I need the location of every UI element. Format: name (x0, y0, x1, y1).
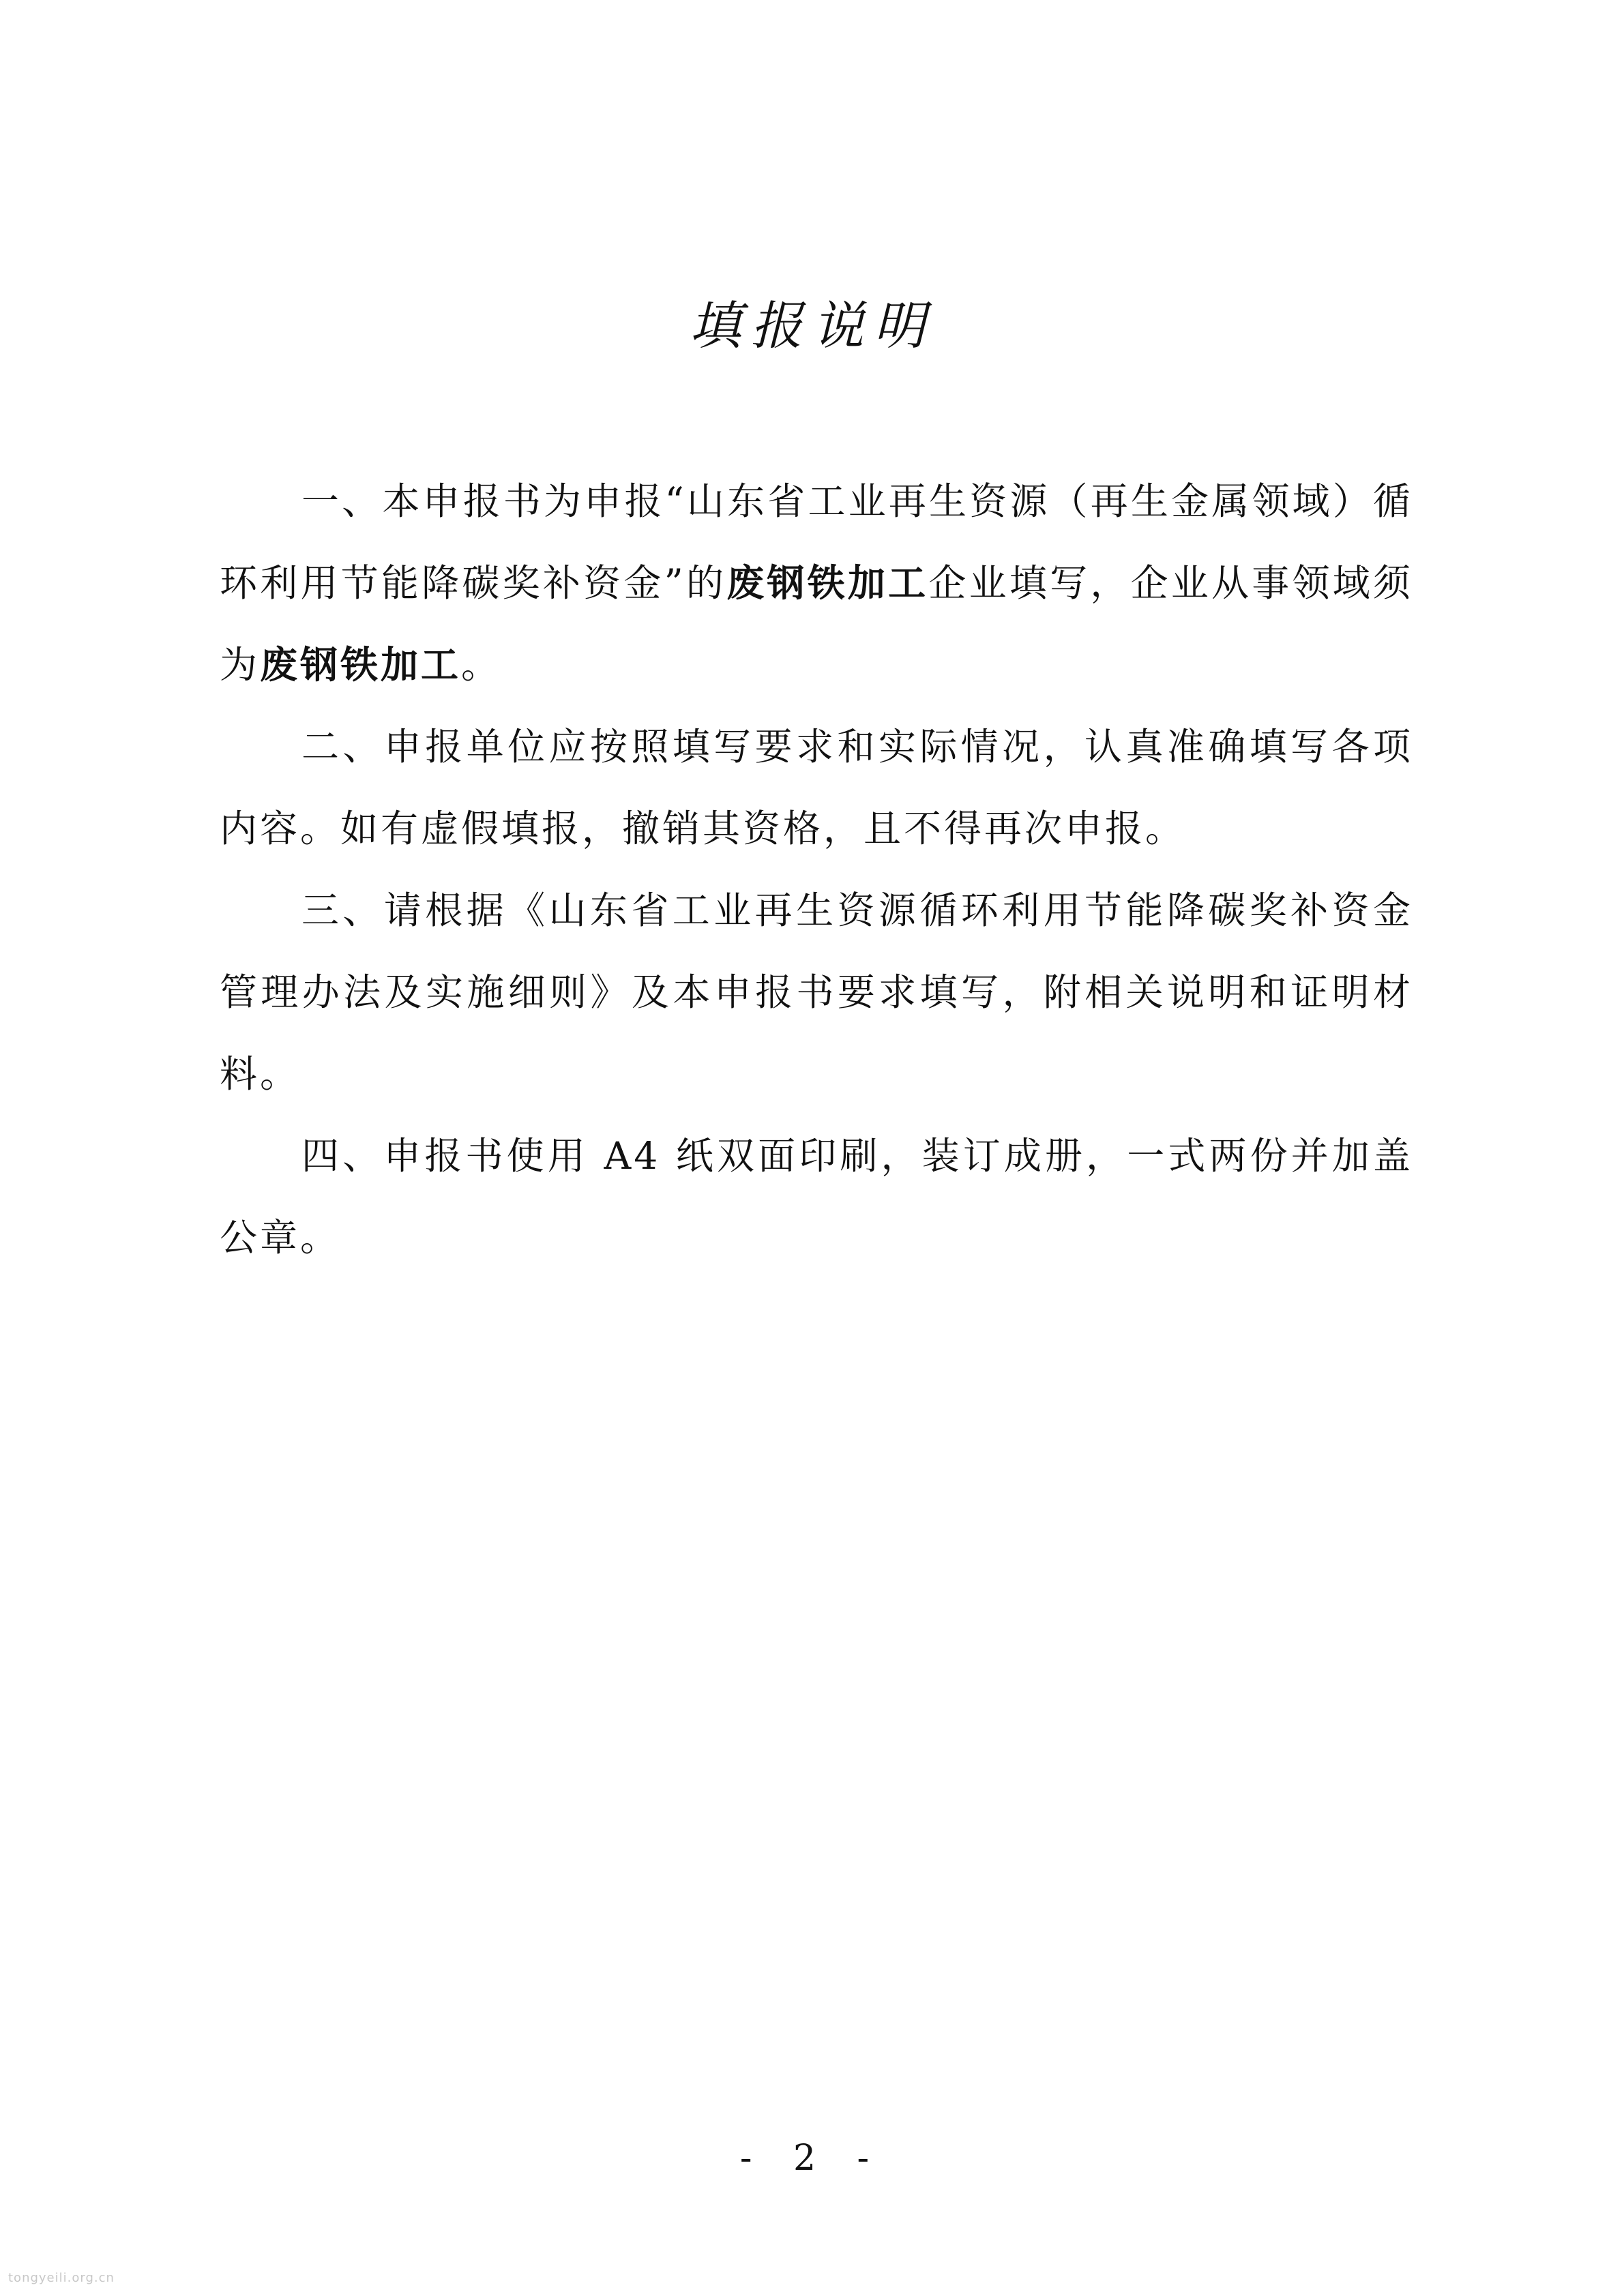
paragraph-3: 三、请根据《山东省工业再生资源循环利用节能降碳奖补资金管理办法及实施细则》及本申报书要求填写，附相关说明和证明材料。 (220, 889, 1413, 1096)
paragraph-1-text-b: 企业填写，企业从事领域须为 (220, 561, 1413, 687)
paragraph-1-text-a: 一、本申报书为申报“山东省工业再生资源（再生金属领域）循环利用节能降碳奖补资金”的 (220, 479, 1413, 605)
watermark-text: tongyeili.org.cn (8, 2271, 115, 2285)
instructions-body (220, 460, 1413, 1279)
document-title: 填报说明 (689, 295, 935, 356)
paragraph-1-bold-2: 废钢铁加工 (260, 643, 462, 687)
paragraph-2: 二、申报单位应按照填写要求和实际情况，认真准确填写各项内容。如有虚假填报，撤销其资格，且不得再次申报。 (220, 725, 1413, 850)
paragraph-1-bold-1: 废钢铁加工 (726, 561, 929, 605)
paragraph-1 (220, 460, 1413, 706)
paragraph-4: 四、申报书使用 A4 纸双面印刷，装订成册，一式两份并加盖公章。 (220, 1134, 1413, 1259)
page-number: - 2 - (739, 2138, 885, 2179)
paragraph-1-text-c: 。 (461, 643, 502, 687)
